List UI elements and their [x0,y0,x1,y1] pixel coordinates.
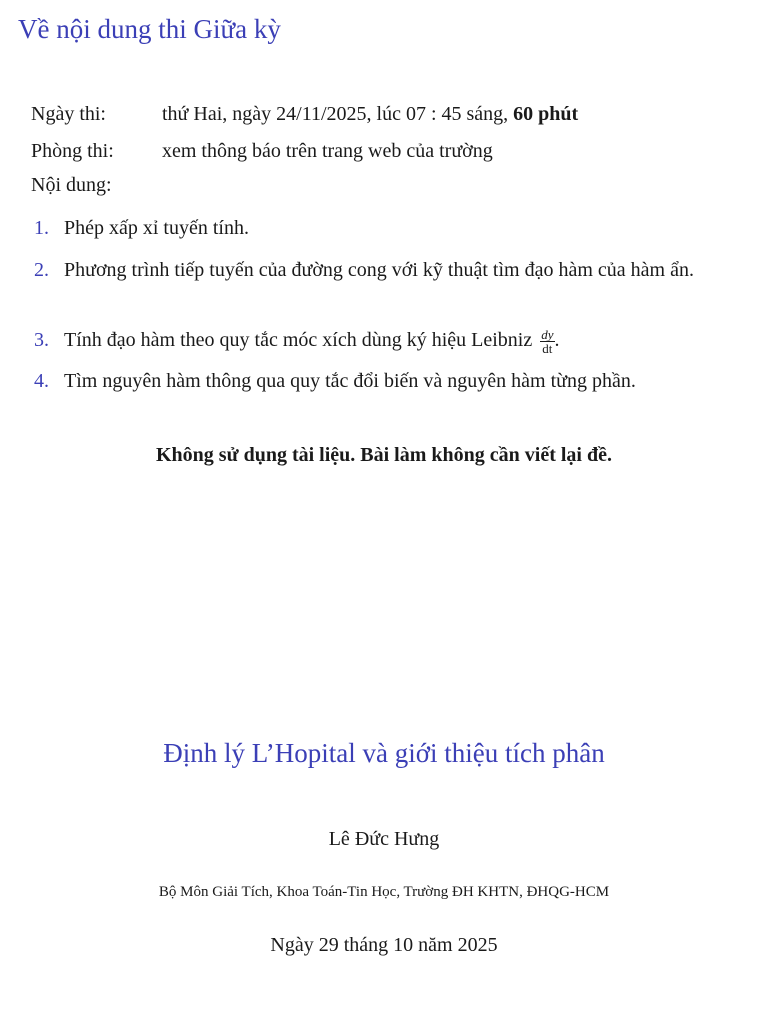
list-item-text: Tìm nguyên hàm thông qua quy tắc đổi biến và nguyên hàm từng phần. [64,370,636,392]
lecture-title: Định lý L’Hopital và giới thiệu tích phân [163,738,605,768]
list-item [30,326,750,356]
exam-room-value: xem thông báo trên trang web của trường [162,140,493,162]
lecture-date: Ngày 29 tháng 10 năm 2025 [270,934,498,956]
list-item [30,256,750,312]
fraction-denominator: dt [542,340,553,356]
exam-date-row [0,103,768,129]
list-item [30,214,750,242]
list-item-text: Phương trình tiếp tuyến của đường cong với kỹ thuật tìm đạo hàm của hàm ẩn. [64,259,694,281]
exam-date-label: Ngày thi: [31,103,106,125]
list-item-number: 3. [34,329,49,351]
fraction-numerator: dy [541,326,554,342]
list-item-number: 2. [34,259,49,281]
exam-room-label: Phòng thi: [31,140,114,162]
exam-date-text: thứ Hai, ngày 24/11/2025, lúc 07 : 45 sáng, [162,103,514,125]
list-item-number: 1. [34,217,49,239]
list-item-number: 4. [34,370,49,392]
exam-duration: 60 phút [513,103,579,125]
leibniz-fraction [540,328,554,355]
list-item-text: Phép xấp xỉ tuyến tính. [64,217,249,239]
exam-notice: Không sử dụng tài liệu. Bài làm không cần viết lại đề. [156,444,612,466]
list-item [30,367,750,423]
lecture-author: Lê Đức Hưng [328,828,440,850]
list-item-text [64,326,750,355]
exam-date-value [162,103,578,126]
exam-content-row [0,174,768,200]
lecture-institution: Bộ Môn Giải Tích, Khoa Toán-Tin Học, Trường ĐH KHTN, ĐHQG-HCM [158,884,610,900]
list-item-suffix: . [554,329,560,351]
exam-content-label: Nội dung: [31,174,112,196]
list-item-text-main: Tính đạo hàm theo quy tắc móc xích dùng ký hiệu Leibniz [64,329,538,351]
section-title: Về nội dung thi Giữa kỳ [18,14,281,44]
exam-room-row [0,140,768,166]
